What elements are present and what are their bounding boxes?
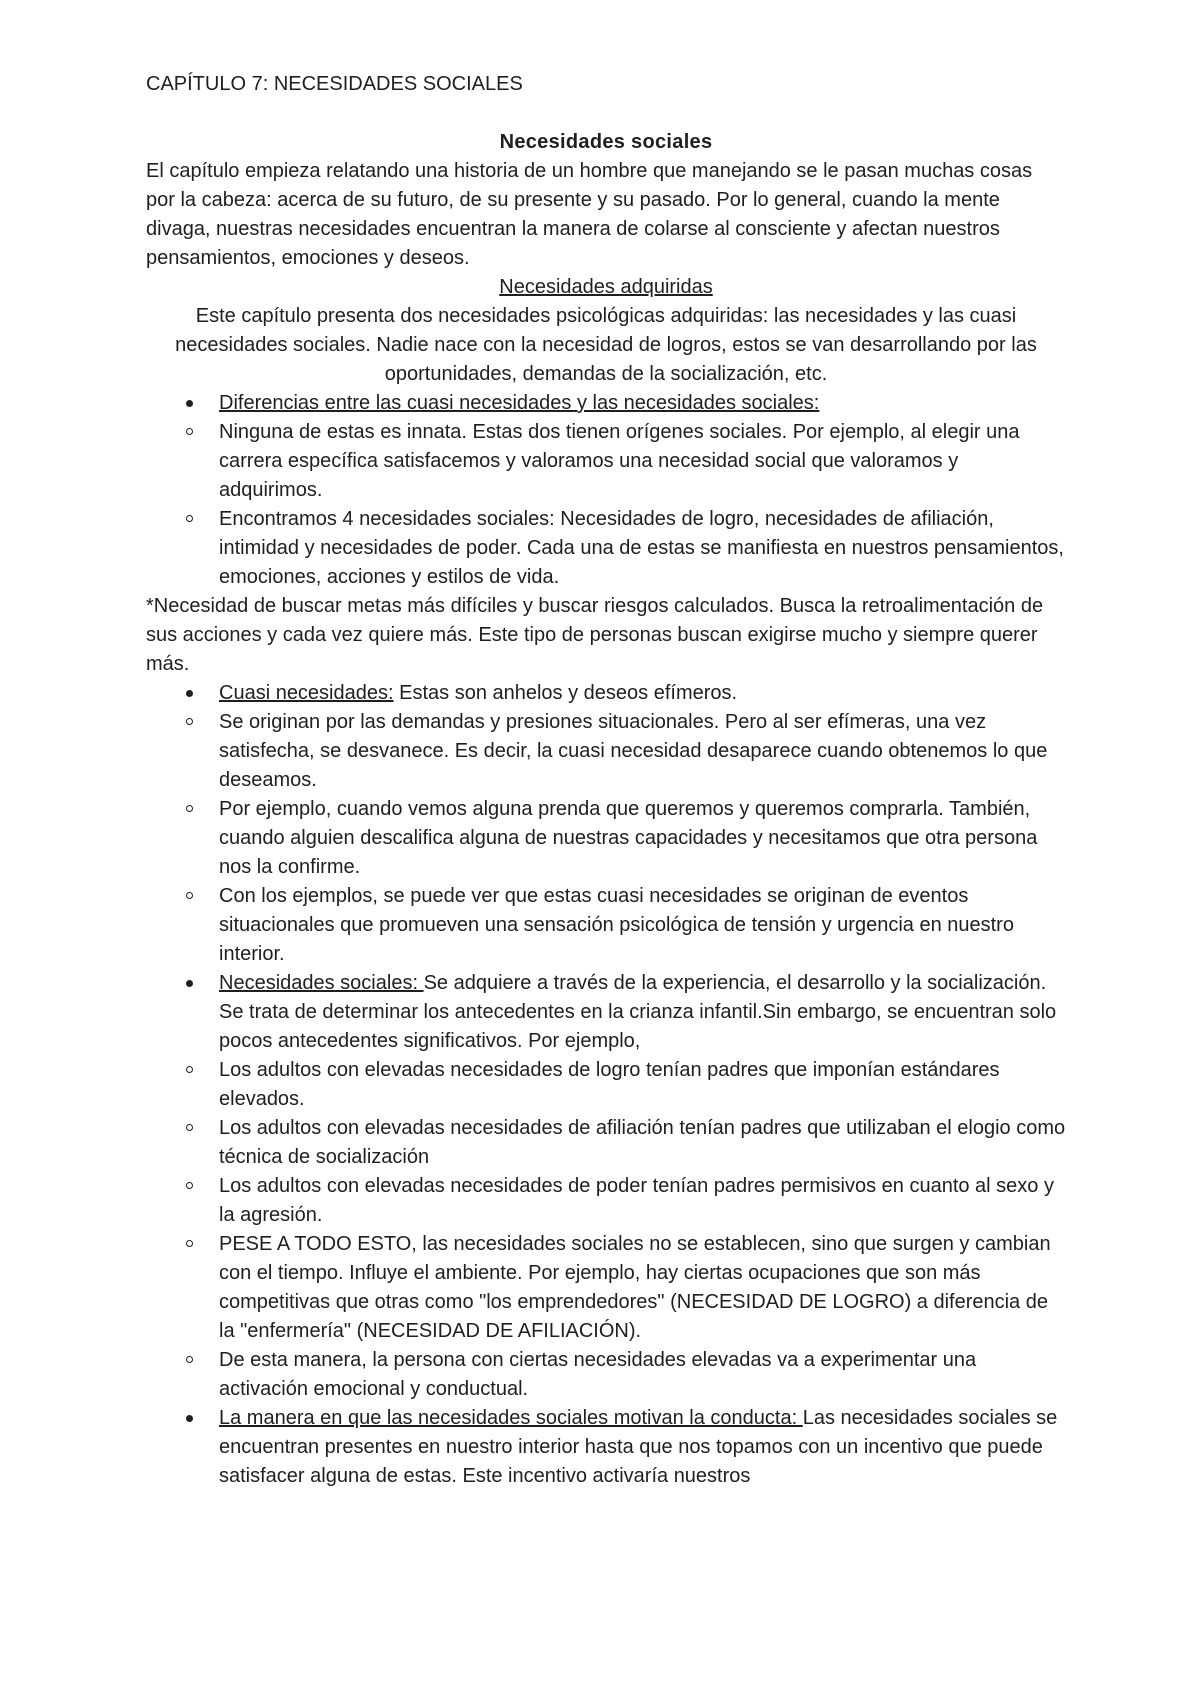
diferencias-sublist	[146, 418, 1066, 592]
bullet-motivan-conducta	[146, 1404, 1066, 1491]
list-item: Ninguna de estas es innata. Estas dos tienen orígenes sociales. Por ejemplo, al elegir una carrera específica satisfacemos y valoramos una necesidad social que valoramos y adquirimos.	[146, 418, 1066, 505]
subheading-paragraph: Este capítulo presenta dos necesidades psicológicas adquiridas: las necesidades y las cuasi necesidades sociales. Nadie nace con la necesidad de logros, estos se van desarrollando por las oportunidades, demandas de la socialización, etc.	[175, 305, 1037, 385]
main-bullet-list-2	[146, 679, 1066, 1491]
main-bullet-list	[146, 389, 1066, 592]
sociales-sublist	[146, 1056, 1066, 1404]
list-item: Se originan por las demandas y presiones situacionales. Pero al ser efímeras, una vez satisfecha, se desvanece. Es decir, la cuasi necesidad desaparece cuando obtenemos lo que deseamos.	[146, 708, 1066, 795]
list-item: Encontramos 4 necesidades sociales: Necesidades de logro, necesidades de afiliación, intimidad y necesidades de poder. Cada una de estas se manifiesta en nuestros pensamientos, emociones, acciones y estilos de vida.	[146, 505, 1066, 592]
document-page	[146, 70, 1066, 1491]
intro-paragraph: El capítulo empieza relatando una historia de un hombre que manejando se le pasan muchas cosas por la cabeza: acerca de su futuro, de su presente y su pasado. Por lo general, cuando la mente divaga, nuestras necesidades encuentran la manera de colarse al consciente y afectan nuestros pensamientos, emociones y deseos.	[146, 160, 1033, 269]
note-paragraph: *Necesidad de buscar metas más difíciles y buscar riesgos calculados. Busca la retroalimentación de sus acciones y cada vez quiere más. Este tipo de personas buscan exigirse mucho y siempre querer más.	[146, 595, 1044, 675]
bullet-cuasi-label: Cuasi necesidades:	[219, 682, 394, 704]
list-item: PESE A TODO ESTO, las necesidades sociales no se establecen, sino que surgen y cambian con el tiempo. Influye el ambiente. Por ejemplo, hay ciertas ocupaciones que son más competitivas que otras como "los emprendedores" (NECESIDAD DE LOGRO) a diferencia de la "enfermería" (NECESIDAD DE AFILIACIÓN).	[146, 1230, 1066, 1346]
chapter-title: CAPÍTULO 7: NECESIDADES SOCIALES	[146, 73, 523, 95]
list-item: Los adultos con elevadas necesidades de poder tenían padres permisivos en cuanto al sexo y la agresión.	[146, 1172, 1066, 1230]
cuasi-sublist	[146, 708, 1066, 969]
bullet-sociales-text: Se adquiere a través de la experiencia, el desarrollo y la socialización. Se trata de determinar los antecedentes en la crianza infantil.Sin embargo, se encuentran solo pocos antecedentes significativos. Por ejemplo,	[219, 972, 1057, 1052]
bullet-cuasi-text: Estas son anhelos y deseos efímeros.	[393, 682, 738, 704]
bullet-sociales-label: Necesidades sociales:	[219, 972, 424, 994]
bullet-diferencias-label: Diferencias entre las cuasi necesidades y las necesidades sociales:	[219, 392, 820, 414]
bullet-diferencias	[146, 389, 1066, 592]
bullet-motivan-label: La manera en que las necesidades sociales motivan la conducta:	[219, 1407, 803, 1429]
subheading-necesidades-adquiridas: Necesidades adquiridas	[499, 276, 713, 298]
list-item: Los adultos con elevadas necesidades de afiliación tenían padres que utilizaban el elogio como técnica de socialización	[146, 1114, 1066, 1172]
list-item: Los adultos con elevadas necesidades de logro tenían padres que imponían estándares elevados.	[146, 1056, 1066, 1114]
bullet-motivan-text: Las necesidades sociales se encuentran presentes en nuestro interior hasta que nos topamos con un incentivo que puede satisfacer alguna de estas. Este incentivo activaría nuestros	[219, 1407, 1058, 1487]
list-item: Con los ejemplos, se puede ver que estas cuasi necesidades se originan de eventos situacionales que promueven una sensación psicológica de tensión y urgencia en nuestro interior.	[146, 882, 1066, 969]
bullet-cuasi-necesidades	[146, 679, 1066, 969]
bullet-necesidades-sociales	[146, 969, 1066, 1404]
section-title: Necesidades sociales	[499, 131, 713, 153]
list-item: De esta manera, la persona con ciertas necesidades elevadas va a experimentar una activación emocional y conductual.	[146, 1346, 1066, 1404]
list-item: Por ejemplo, cuando vemos alguna prenda que queremos y queremos comprarla. También, cuando alguien descalifica alguna de nuestras capacidades y necesitamos que otra persona nos la confirme.	[146, 795, 1066, 882]
